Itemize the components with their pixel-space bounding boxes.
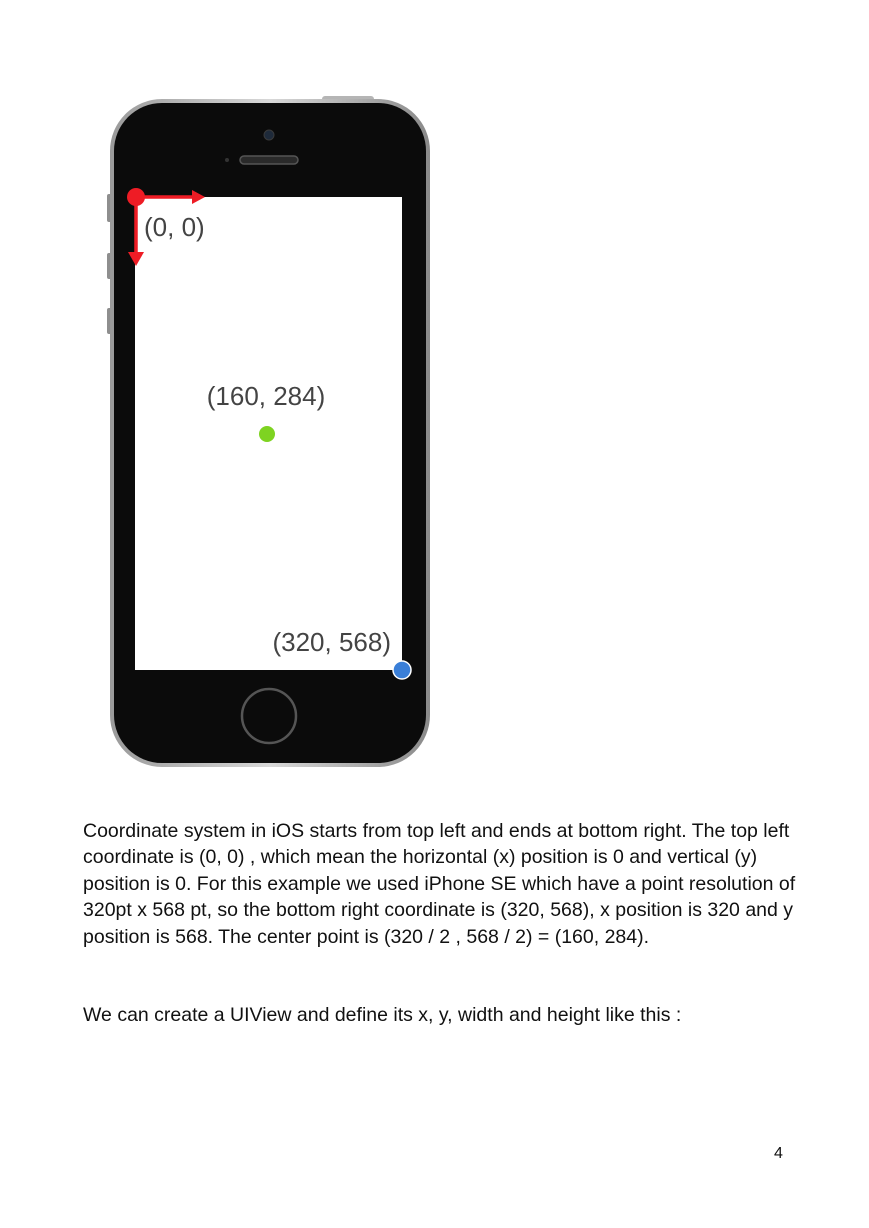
origin-marker xyxy=(127,188,145,206)
earpiece-speaker xyxy=(240,156,298,164)
bottom-right-marker xyxy=(393,661,411,679)
bottom-right-label: (320, 568) xyxy=(272,627,391,657)
center-label: (160, 284) xyxy=(206,381,326,411)
proximity-sensor xyxy=(225,158,229,162)
origin-label: (0, 0) xyxy=(144,212,205,242)
body-paragraph-coordinate-system: Coordinate system in iOS starts from top left and ends at bottom right. The top left coordinate is (0, 0) , which mean the horizontal (x) position is 0 and vertical (y) position is 0. For this example we used iPhone SE which have a point resolution of 320pt x 568 pt, so the bottom right coordinate is (320, 568), x position is 320 and y position is 568. The center point is (320 / 2 , 568 / 2) = (160, 284). xyxy=(83,820,796,948)
page-number: 4 xyxy=(774,1145,783,1162)
body-paragraph-uiview: We can create a UIView and define its x, y, width and height like this : xyxy=(83,1004,682,1026)
iphone-coordinate-figure xyxy=(100,90,440,780)
front-camera xyxy=(264,130,274,140)
center-marker xyxy=(259,426,275,442)
